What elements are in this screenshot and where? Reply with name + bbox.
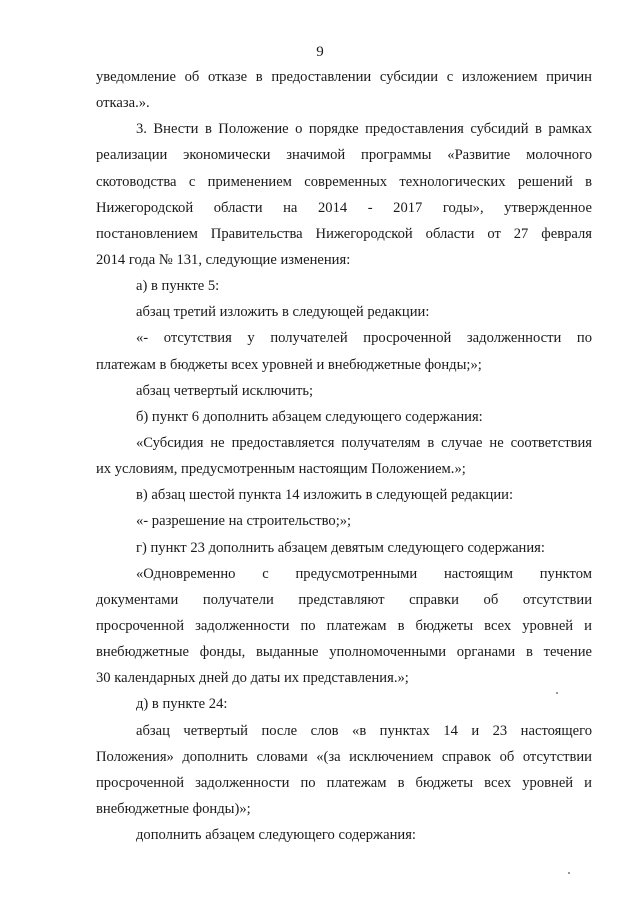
text-line: просроченной задолженности по платежам в бюджеты всех уровней и — [96, 774, 592, 791]
text-line: б) пункт 6 дополнить абзацем следующего содержания: — [136, 408, 483, 425]
document-body — [96, 64, 592, 848]
text-line: г) пункт 23 дополнить абзацем девятым следующего содержания: — [136, 539, 545, 556]
text-line: платежам в бюджеты всех уровней и внебюджетные фонды;»; — [96, 356, 482, 373]
text-line: «- отсутствия у получателей просроченной задолженности по — [136, 330, 592, 347]
page-number: 9 — [316, 44, 324, 60]
text-line: документами получатели представляют справки об отсутствии — [96, 591, 592, 608]
text-line: отказа.». — [96, 95, 150, 112]
text-line: абзац четвертый после слов «в пунктах 14 и 23 настоящего — [136, 722, 592, 739]
text-line: скотоводства с применением современных технологических решений в — [96, 173, 592, 190]
text-line: реализации экономически значимой программы «Развитие молочного — [96, 147, 592, 164]
text-line: д) в пункте 24: — [136, 696, 228, 713]
text-line: внебюджетные фонды)»; — [96, 800, 251, 817]
scan-speck — [556, 692, 558, 694]
text-line: «Одновременно с предусмотренными настоящим пунктом — [136, 565, 592, 582]
text-line: 2014 года № 131, следующие изменения: — [96, 251, 351, 268]
scan-speck — [568, 872, 570, 874]
text-line: «- разрешение на строительство;»; — [136, 513, 352, 530]
text-line: абзац четвертый исключить; — [136, 382, 314, 399]
text-line: внебюджетные фонды, выданные уполномоченными органами в течение — [96, 644, 592, 661]
text-line: в) абзац шестой пункта 14 изложить в следующей редакции: — [136, 487, 514, 504]
text-line: постановлением Правительства Нижегородской области от 27 февраля — [96, 225, 592, 242]
text-line: «Субсидия не предоставляется получателям в случае не соответствия — [136, 434, 592, 451]
text-line: абзац третий изложить в следующей редакции: — [136, 304, 430, 321]
text-line: дополнить абзацем следующего содержания: — [136, 827, 416, 844]
text-line: просроченной задолженности по платежам в бюджеты всех уровней и — [96, 617, 592, 634]
text-line: а) в пункте 5: — [136, 278, 220, 295]
text-line: 3. Внести в Положение о порядке предоставления субсидий в рамках — [136, 121, 592, 138]
text-line: Положения» дополнить словами «(за исключением справок об отсутствии — [96, 748, 592, 765]
text-line: 30 календарных дней до даты их представления.»; — [96, 670, 409, 687]
text-line: их условиям, предусмотренным настоящим Положением.»; — [96, 461, 466, 478]
text-line: Нижегородской области на 2014 - 2017 годы», утвержденное — [96, 199, 592, 216]
text-line: уведомление об отказе в предоставлении субсидии с изложением причин — [96, 69, 592, 85]
